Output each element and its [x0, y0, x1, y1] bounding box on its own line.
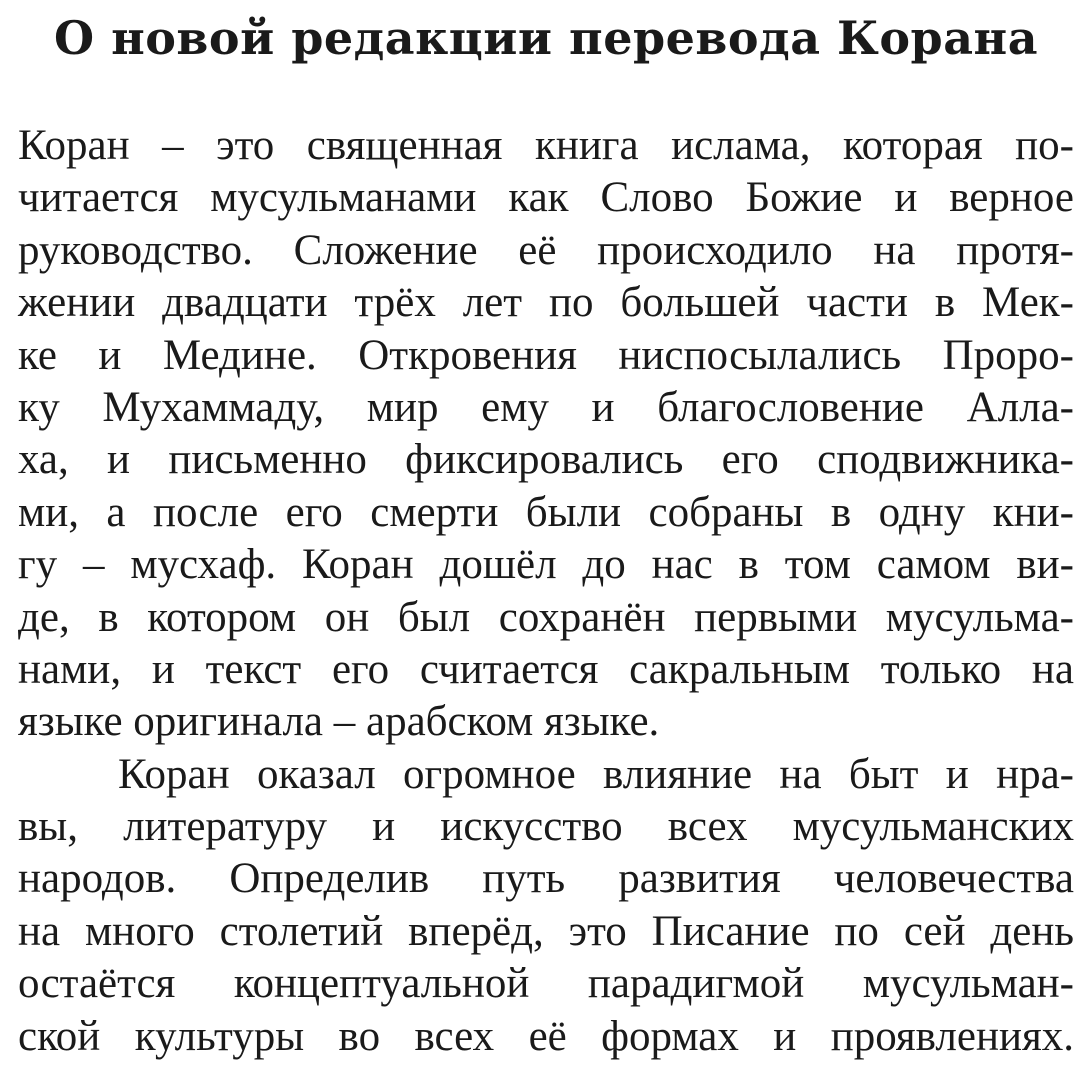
text-line: руководство. Сложение её происходило на протя-: [18, 226, 1074, 274]
text-line: языке оригинала – арабском языке.: [18, 698, 660, 746]
text-line: читается мусульманами как Слово Божие и верное: [18, 174, 1074, 222]
text-line: вы, литературу и искусство всех мусульманских: [18, 803, 1074, 851]
text-line: ку Мухаммаду, мир ему и благословение Алла-: [18, 383, 1074, 431]
paragraph-2: [18, 749, 1074, 1063]
text-line: де, в котором он был сохранён первыми мусульма-: [18, 593, 1074, 641]
text-line: народов. Определив путь развития человечества: [18, 855, 1074, 903]
text-line: ми, а после его смерти были собраны в одну кни-: [18, 488, 1074, 536]
text-line: ской культуры во всех её формах и проявлениях.: [18, 1012, 1074, 1060]
text-line: гу – мусхаф. Коран дошёл до нас в том самом ви-: [18, 541, 1074, 589]
page-title: О новой редакции перевода Корана: [53, 11, 1039, 65]
text-line: жении двадцати трёх лет по большей части в Мек-: [18, 279, 1074, 327]
text-line: ке и Медине. Откровения ниспосылались Проро-: [18, 331, 1074, 379]
text-line: Коран – это священная книга ислама, которая по-: [18, 122, 1074, 169]
text-line: на много столетий вперёд, это Писание по сей день: [18, 907, 1074, 955]
text-line: Коран оказал огромное влияние на быт и нра-: [118, 750, 1074, 798]
text-line: ха, и письменно фиксировались его сподвижника-: [18, 436, 1074, 484]
paragraph-1: [18, 120, 1074, 749]
text-line: нами, и текст его считается сакральным только на: [18, 645, 1074, 693]
text-line: остаётся концептуальной парадигмой мусульман-: [18, 960, 1074, 1008]
body-text: [18, 120, 1074, 1063]
